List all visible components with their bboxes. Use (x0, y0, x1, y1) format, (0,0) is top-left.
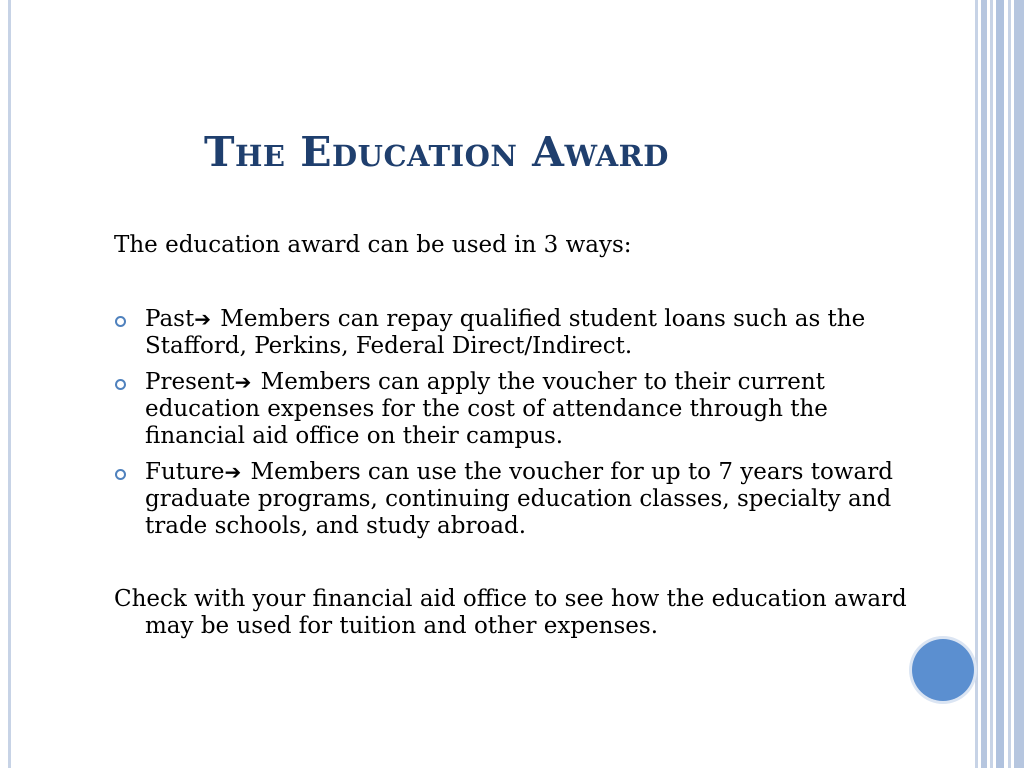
right-stripe (1008, 0, 1011, 768)
slide-title: The Education Award (204, 128, 669, 176)
hollow-circle-bullet-icon (115, 316, 126, 327)
right-stripe (990, 0, 993, 768)
right-arrow-icon: ➔ (194, 307, 211, 331)
bullet-label: Future (145, 459, 225, 485)
right-stripe (981, 0, 987, 768)
hollow-circle-bullet-icon (115, 379, 126, 390)
right-stripe (975, 0, 978, 768)
right-stripe (1014, 0, 1024, 768)
bullet-text: Members can repay qualified student loans such as the Stafford, Perkins, Federal Direct/Indirect. (145, 306, 866, 359)
bullet-text: Members can use the voucher for up to 7 years toward graduate programs, continuing education classes, specialty and trade schools, and study abroad. (145, 459, 893, 539)
bullet-item-present (114, 369, 914, 450)
right-arrow-icon: ➔ (234, 370, 252, 394)
bullet-item-past (114, 306, 914, 360)
hollow-circle-bullet-icon (115, 469, 126, 480)
intro-text: The education award can be used in 3 ways: (114, 232, 632, 258)
closing-text: Check with your financial aid office to see how the education award may be used for tuition and other expenses. (114, 586, 907, 639)
bullet-label: Past (145, 306, 195, 332)
blue-circle-icon (912, 639, 974, 701)
right-arrow-icon: ➔ (224, 460, 242, 484)
left-frame-line (8, 0, 11, 768)
bullet-label: Present (145, 369, 235, 395)
bullet-list (114, 306, 914, 549)
bullet-item-future (114, 459, 914, 540)
bullet-text: Members can apply the voucher to their current education expenses for the cost of attendance through the financial aid office on their campus. (145, 369, 828, 449)
right-stripe (996, 0, 1004, 768)
